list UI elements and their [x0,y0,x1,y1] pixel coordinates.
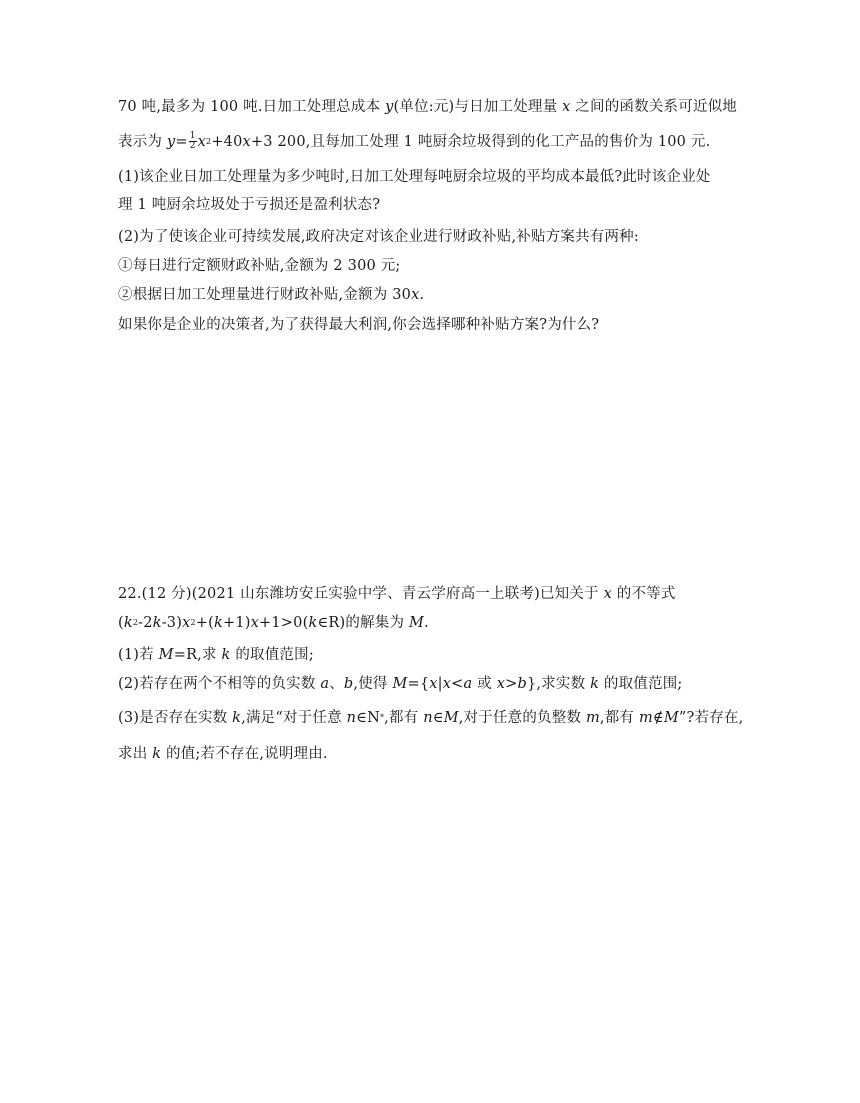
var-k: k [232,710,242,726]
var-a: a [463,676,473,692]
fraction [189,132,197,151]
text: +( [195,615,214,631]
var-a: a [320,676,330,692]
problem21-line2 [118,132,710,152]
text: +1>0( [259,615,309,631]
text: 的取值范围; [599,676,683,692]
text: . [419,287,425,303]
text: 或 [472,676,497,692]
text: =R,求 [173,647,222,663]
text: 的取值范围; [230,647,314,663]
var-x: x [496,676,506,692]
text: | [437,676,443,692]
var-x: x [411,287,420,303]
var-x: x [429,676,438,692]
text: = [175,134,188,150]
problem21-q2-line1: (2)为了使该企业可持续发展,政府决定对该企业进行财政补贴,补贴方案共有两种: [118,229,639,245]
text: 22.(12 分)(2021 山东潍坊安丘实验中学、青云学府高一上联考)已知关于 [118,586,604,602]
problem21-option2 [118,285,424,305]
text: 的不等式 [611,586,676,602]
text: ,都有 [599,710,639,726]
problem21-option1: ①每日进行定额财政补贴,金额为 2 300 元; [118,258,401,274]
text: ∈R)的解集为 [317,615,409,631]
var-x: x [182,615,191,631]
text: < [451,676,464,692]
text: 、 [329,676,344,692]
var-m: m [638,710,653,726]
text: ,都有 [384,710,424,726]
problem22-header [118,584,676,604]
text: (2)若存在两个不相等的负实数 [118,676,321,692]
var-y: y [166,134,176,150]
text: ∈ [432,710,444,726]
text: -2 [138,615,153,631]
text: (单位:元)与日加工处理量 [393,99,563,115]
var-M: M [392,676,408,692]
problem22-q3-line1 [118,708,743,728]
var-b: b [517,676,527,692]
var-M: M [158,647,174,663]
var-x: x [242,134,251,150]
text: ={ [407,676,430,692]
text: ②根据日加工处理量进行财政补贴,金额为 30 [118,287,412,303]
var-x: x [562,99,571,115]
var-k: k [152,746,162,762]
text: },求实数 [526,676,591,692]
text: ∈N [356,710,380,726]
text: ,使得 [353,676,393,692]
problem22-q3-line2 [118,744,328,764]
exponent: 2 [206,137,212,146]
exponent: 2 [190,618,196,627]
text: ,对于任意的负整数 [458,710,586,726]
text: . [424,615,429,631]
var-y: y [385,99,394,115]
text: ,满足“对于任意 [241,710,347,726]
text: (1)若 [118,647,159,663]
text: 求出 [118,746,153,762]
text: 70 吨,最多为 100 吨.日加工处理总成本 [118,99,386,115]
var-k: k [152,615,162,631]
fraction-numerator: 1 [189,130,196,141]
text: (3)是否存在实数 [118,710,233,726]
var-n: n [423,710,433,726]
var-n: n [346,710,357,726]
var-x: x [197,134,207,150]
problem22-q2 [118,674,683,694]
fraction-denominator: 2 [189,140,196,151]
var-M: M [663,710,679,726]
text: +1) [222,615,251,631]
text: ”?若存在, [678,710,744,726]
var-M: M [443,710,459,726]
text: 表示为 [118,134,167,150]
var-k: k [123,615,133,631]
problem21-line1 [118,97,737,117]
var-m: m [585,710,600,726]
var-k: k [221,647,231,663]
superscript: * [379,713,385,722]
text: ∉ [652,710,664,726]
var-x: x [250,615,260,631]
var-b: b [343,676,354,692]
text: 的值;若不存在,说明理由. [161,746,328,762]
text: +3 200,且每加工处理 1 吨厨余垃圾得到的化工产品的售价为 100 元. [250,134,711,150]
text: > [505,676,518,692]
var-k: k [213,615,223,631]
var-k: k [308,615,318,631]
text: +40 [211,134,243,150]
problem21-q1-line1: (1)该企业日加工处理量为多少吨时,日加工处理每吨厨余垃圾的平均成本最低?此时该企业处 [118,169,711,185]
text: ( [118,615,124,631]
text: 之间的函数关系可近似地 [570,99,738,115]
exponent: 2 [132,618,139,627]
problem22-inequality [118,613,429,633]
var-k: k [590,676,600,692]
var-x: x [603,586,612,602]
problem21-q1-line2: 理 1 吨厨余垃圾处于亏损还是盈利状态? [118,197,381,213]
text: -3) [161,615,183,631]
var-x: x [442,676,452,692]
problem22-q1 [118,645,314,665]
problem21-q2-last: 如果你是企业的决策者,为了获得最大利润,你会选择哪种补贴方案?为什么? [118,317,600,333]
var-M: M [408,615,425,631]
